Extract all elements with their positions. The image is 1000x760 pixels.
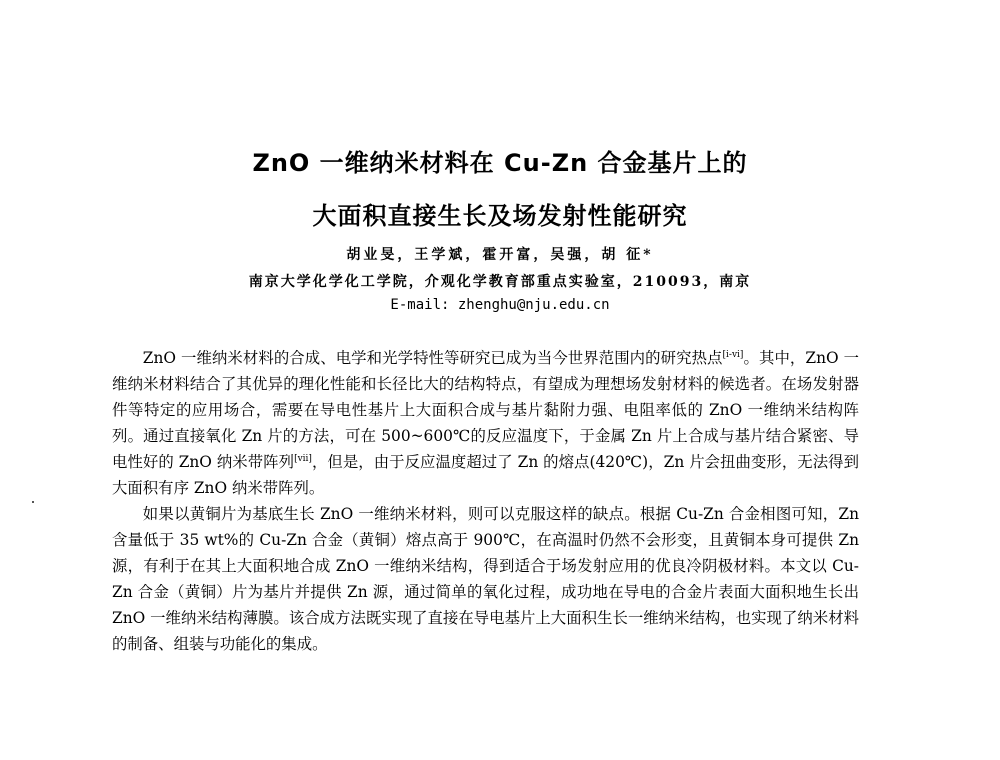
scan-speck — [32, 501, 34, 503]
body-paragraph-1 — [112, 345, 859, 501]
citation-ref-1: [i-vi] — [722, 350, 744, 360]
citation-ref-2: [vii] — [294, 454, 312, 464]
paper-body — [112, 345, 859, 657]
paragraph-1-text-a: ZnO 一维纳米材料的合成、电学和光学特性等研究已成为当今世界范围内的研究热点 — [142, 349, 723, 367]
body-paragraph-2: 如果以黄铜片为基底生长 ZnO 一维纳米材料，则可以克服这样的缺点。根据 Cu-Zn 合金相图可知，Zn 含量低于 35 wt%的 Cu-Zn 合金（黄铜）熔点高于 900℃，在高温时仍然不会形变，且黄铜本身可提供 Zn 源，有利于在其上大面积地合成 ZnO 一维纳米结构，得到适合于场发射应用的优良冷阴极材料。本文以 Cu-Zn 合金（黄铜）片为基片并提供 Zn 源，通过简单的氧化过程，成功地在导电的合金片表面大面积地生长出 ZnO 一维纳米结构薄膜。该合成方法既实现了直接在导电基片上大面积生长一维纳米结构，也实现了纳米材料的制备、组装与功能化的集成。 — [112, 505, 859, 653]
affiliation: 南京大学化学化工学院，介观化学教育部重点实验室，210093，南京 — [248, 274, 752, 290]
author-list: 胡业旻，王学斌，霍开富，吴强，胡 征* — [346, 247, 654, 263]
contact-email: E-mail: zhenghu@nju.edu.cn — [390, 297, 610, 313]
paper-title-line-1: ZnO 一维纳米材料在 Cu-Zn 合金基片上的 — [252, 149, 748, 177]
paper-title-line-2: 大面积直接生长及场发射性能研究 — [312, 202, 688, 230]
paragraph-1-text-b: 。其中，ZnO 一维纳米材料结合了其优异的理化性能和长径比大的结构特点，有望成为理想场发射材料的候选者。在场发射器件等特定的应用场合，需要在导电性基片上大面积合成与基片黏附力强、电阻率低的 ZnO 一维纳米结构阵列。通过直接氧化 Zn 片的方法，可在 500~600℃的反应温度下，于金属 Zn 片上合成与基片结合紧密、导电性好的 ZnO 纳米带阵列 — [112, 349, 859, 471]
paragraph-1-text-c: ，但是，由于反应温度超过了 Zn 的熔点(420℃)，Zn 片会扭曲变形，无法得到大面积有序 ZnO 纳米带阵列。 — [112, 453, 859, 497]
